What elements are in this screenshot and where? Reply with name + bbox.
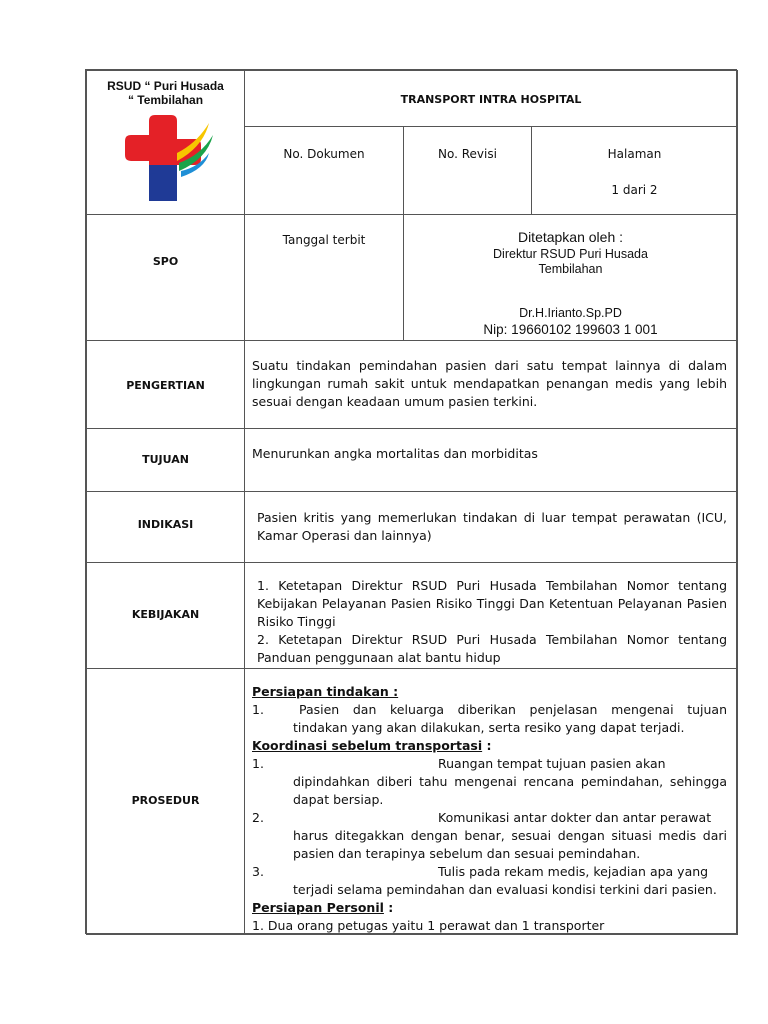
kebijakan-label: KEBIJAKAN	[131, 608, 200, 621]
direktur-line2: Tembilahan	[538, 262, 603, 276]
tanggal-terbit-cell	[244, 214, 404, 341]
sec2-item2-num: 2.	[252, 810, 264, 825]
ditetapkan-label: Ditetapkan oleh :	[517, 229, 624, 245]
persiapan-personil-colon: :	[383, 900, 394, 915]
sec2-item1-first: Ruangan tempat tujuan pasien akan	[438, 756, 666, 771]
indikasi-text-cell	[244, 491, 738, 563]
kebijakan-text-cell	[244, 562, 738, 669]
sec2-item2-first: Komunikasi antar dokter dan antar perawat	[438, 810, 712, 825]
no-revisi-cell	[403, 126, 532, 215]
koordinasi-heading	[252, 737, 491, 755]
doc-title-cell	[244, 70, 738, 127]
koordinasi-colon: :	[482, 738, 492, 753]
tujuan-label: TUJUAN	[142, 453, 189, 466]
hospital-name-line2: “ Tembilahan	[127, 93, 204, 107]
prosedur-label-cell	[86, 668, 245, 935]
prosedur-label: PROSEDUR	[131, 794, 200, 807]
sec1-item1-text: Pasien dan keluarga diberikan penjelasan mengenai tujuan tindakan yang akan dilakukan, serta resiko yang dapat terjadi.	[293, 702, 727, 735]
sec2-item3-num: 3.	[252, 864, 264, 879]
persiapan-personil-title: Persiapan Personil	[252, 900, 384, 915]
indikasi-label: INDIKASI	[137, 518, 194, 531]
indikasi-text: Pasien kritis yang memerlukan tindakan di luar tempat perawatan (ICU, Kamar Operasi dan lainnya)	[257, 510, 727, 543]
pengertian-text: Suatu tindakan pemindahan pasien dari satu tempat lainnya di dalam lingkungan rumah sakit untuk mendapatkan penangan medis yang lebih sesuai dengan keadaan umum pasien terkini.	[252, 358, 727, 409]
sec2-item2-rest: harus ditegakkan dengan benar, sesuai dengan situasi medis dari pasien dan terapinya sebelum dan sesuai pemindahan.	[293, 828, 727, 861]
tujuan-label-cell	[86, 428, 245, 492]
indikasi-label-cell	[86, 491, 245, 563]
persiapan-personil-heading	[252, 899, 393, 917]
halaman-value: 1 dari 2	[611, 183, 658, 197]
no-dokumen-label: No. Dokumen	[283, 147, 365, 161]
sop-table	[85, 69, 737, 934]
prosedur-text-cell	[244, 668, 738, 935]
koordinasi-title: Koordinasi sebelum transportasi	[252, 738, 483, 753]
spo-label: SPO	[152, 255, 179, 268]
logo-cell	[86, 70, 245, 215]
sec2-item3-first: Tulis pada rekam medis, kejadian apa yang	[438, 864, 709, 879]
doc-title: TRANSPORT INTRA HOSPITAL	[400, 93, 582, 106]
kebijakan-item-2: 2. Ketetapan Direktur RSUD Puri Husada Tembilahan Nomor tentang Panduan penggunaan alat bantu hidup	[257, 632, 727, 665]
spo-cell	[86, 214, 245, 341]
sec1-item1-num: 1.	[252, 702, 264, 717]
sec3-item1: 1. Dua orang petugas yaitu 1 perawat dan 1 transporter	[252, 918, 605, 933]
signer-name: Dr.H.Irianto.Sp.PD	[519, 306, 622, 320]
halaman-label: Halaman	[607, 147, 662, 161]
tujuan-text-cell	[244, 428, 738, 492]
no-revisi-label: No. Revisi	[438, 147, 497, 161]
pengertian-label: PENGERTIAN	[126, 379, 205, 392]
pengertian-text-cell	[244, 340, 738, 429]
pengertian-label-cell	[86, 340, 245, 429]
tanggal-terbit-label: Tanggal terbit	[282, 233, 366, 247]
hospital-name-line1: RSUD “ Puri Husada	[107, 79, 224, 93]
halaman-cell	[531, 126, 738, 215]
ditetapkan-cell	[403, 214, 738, 341]
tujuan-text: Menurunkan angka mortalitas dan morbiditas	[252, 446, 538, 461]
persiapan-tindakan-title: Persiapan tindakan :	[252, 684, 399, 699]
direktur-line1: Direktur RSUD Puri Husada	[493, 247, 648, 261]
hospital-logo	[117, 113, 217, 203]
sec2-item3-rest: terjadi selama pemindahan dan evaluasi kondisi terkini dari pasien.	[293, 882, 717, 897]
signer-nip: Nip: 19660102 199603 1 001	[483, 322, 658, 337]
sec2-item1-rest: dipindahkan diberi tahu mengenai rencana pemindahan, sehingga dapat bersiap.	[293, 774, 727, 807]
kebijakan-item-1: 1. Ketetapan Direktur RSUD Puri Husada Tembilahan Nomor tentang Kebijakan Pelayanan Pasien Risiko Tinggi Dan Ketentuan Pelayanan Pasien Risiko Tinggi	[257, 578, 727, 629]
no-dokumen-cell	[244, 126, 404, 215]
kebijakan-label-cell	[86, 562, 245, 669]
sec2-item1-num: 1.	[252, 756, 264, 771]
